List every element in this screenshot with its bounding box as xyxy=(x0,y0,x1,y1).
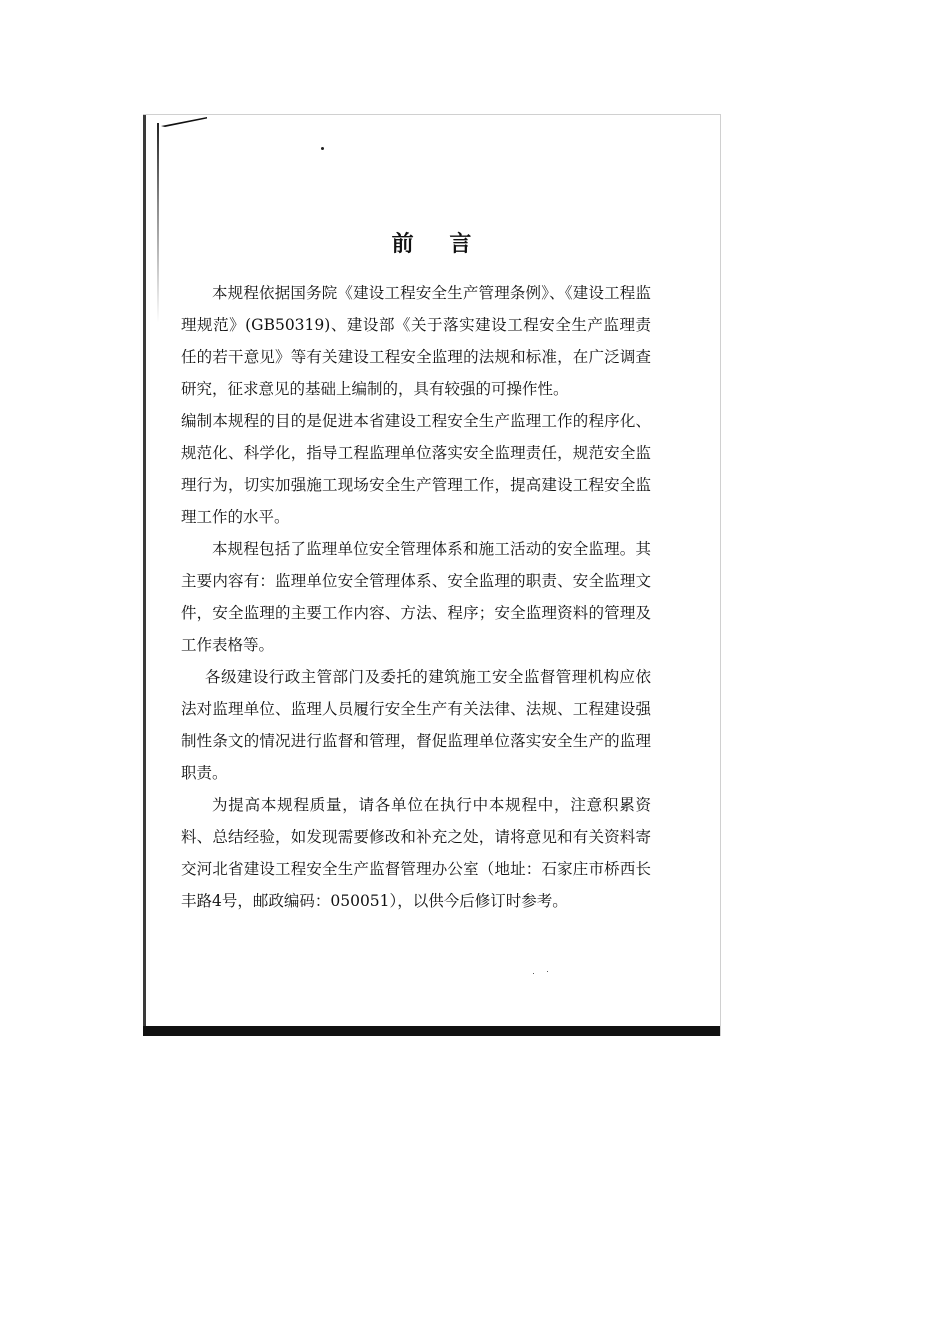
page-title: 前 言 xyxy=(391,231,486,257)
scanned-page xyxy=(143,114,721,1036)
scan-corner-mark xyxy=(161,117,207,127)
scan-bottom-edge xyxy=(143,1026,720,1036)
preface-body xyxy=(181,277,651,917)
scan-speck xyxy=(321,147,324,150)
paragraph-purpose: 编制本规程的目的是促进本省建设工程安全生产监理工作的程序化、规范化、科学化，指导工程监理单位落实安全监理责任，规范安全监理行为，切实加强施工现场安全生产管理工作，提高建设工程安全监理工作的水平。 xyxy=(181,412,651,526)
paragraph-supervision: 各级建设行政主管部门及委托的建筑施工安全监督管理机构应依法对监理单位、监理人员履行安全生产有关法律、法规、工程建设强制性条文的情况进行监督和管理，督促监理单位落实安全生产的监理职责。 xyxy=(181,668,651,782)
paragraph-basis: 本规程依据国务院《建设工程安全生产管理条例》、《建设工程监理规范》(GB50319)、建设部《关于落实建设工程安全生产监理责任的若干意见》等有关建设工程安全监理的法规和标准，在广泛调查研究，征求意见的基础上编制的，具有较强的可操作性。 xyxy=(181,284,651,398)
scan-speck xyxy=(547,971,548,972)
paragraph-feedback: 为提高本规程质量，请各单位在执行中本规程中，注意积累资料、总结经验，如发现需要修改和补充之处，请将意见和有关资料寄交河北省建设工程安全生产监督管理办公室（地址：石家庄市桥西长丰路4号，邮政编码：050051），以供今后修订时参考。 xyxy=(181,796,651,910)
paragraph-scope: 本规程包括了监理单位安全管理体系和施工活动的安全监理。其主要内容有：监理单位安全管理体系、安全监理的职责、安全监理文件，安全监理的主要工作内容、方法、程序；安全监理资料的管理及工作表格等。 xyxy=(181,540,651,654)
scan-binding-shadow xyxy=(157,123,159,323)
scan-speck xyxy=(533,973,534,974)
